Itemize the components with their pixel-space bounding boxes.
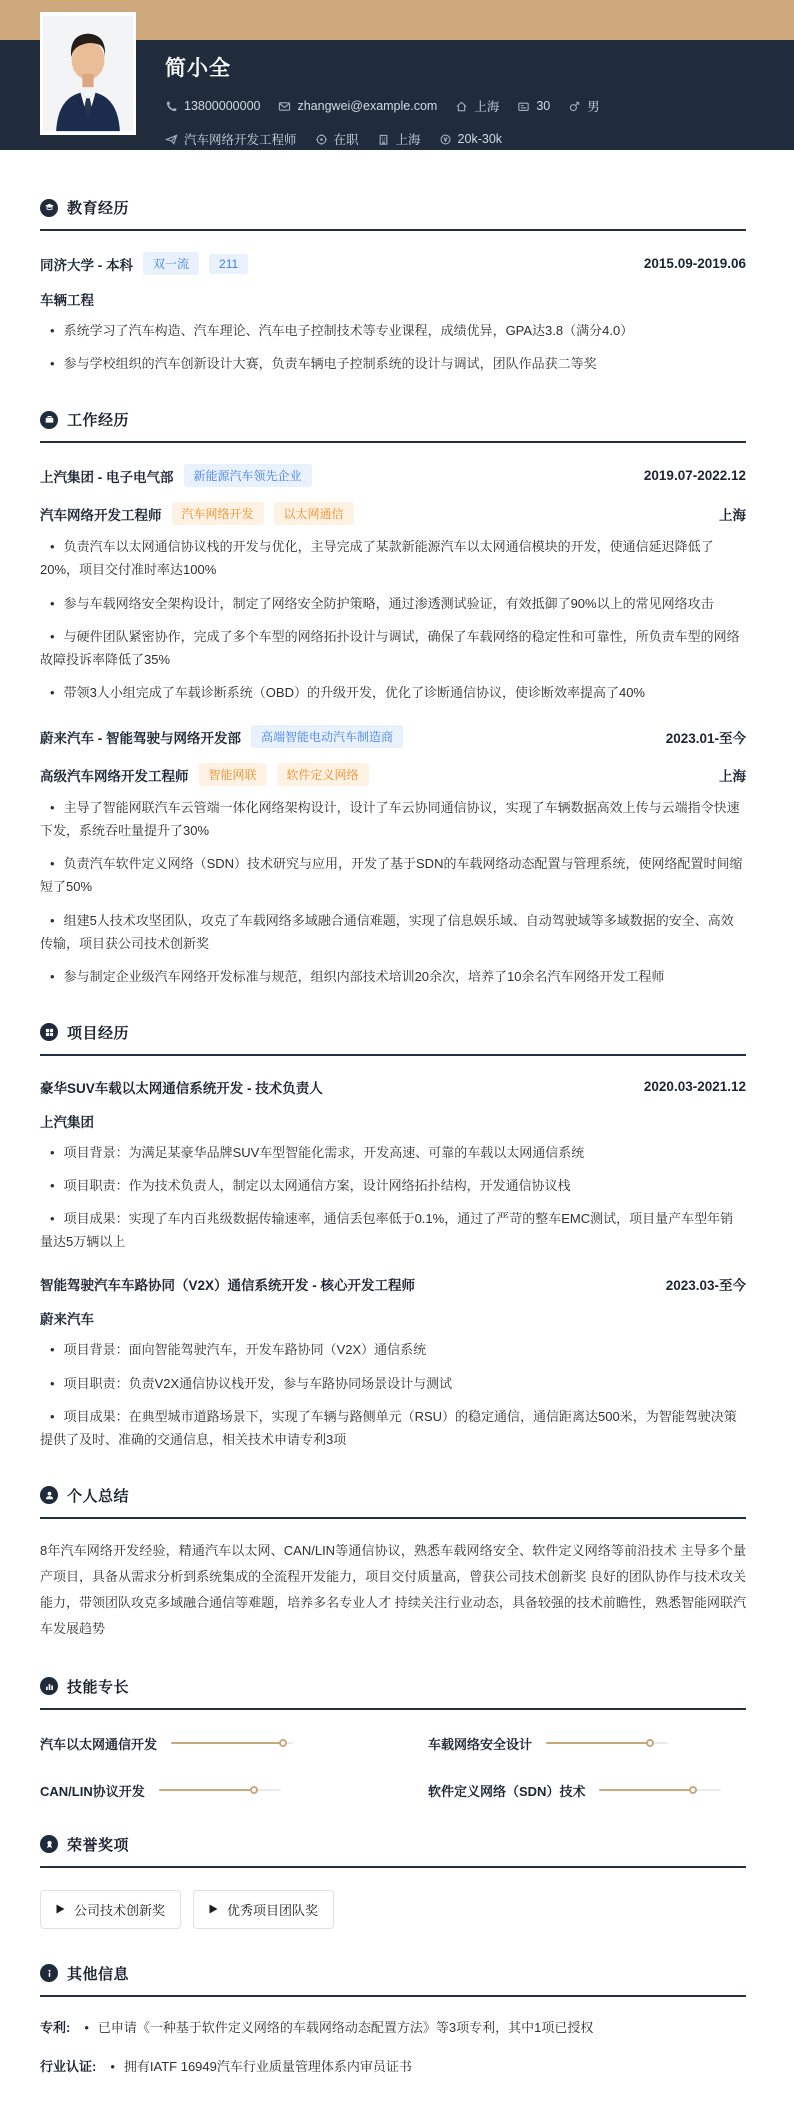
job-status-item (315, 130, 359, 148)
salary-icon (439, 133, 452, 146)
section-header-projects (40, 1022, 746, 1056)
company-tag: 新能源汽车领先企业 (184, 464, 312, 487)
project-bullet: • 项目职责：负责V2X通信协议栈开发，参与车路协同场景设计与测试 (40, 1372, 746, 1395)
grid-icon (40, 1023, 58, 1041)
home-city-item (455, 97, 499, 115)
skill-item (428, 1781, 746, 1800)
education-major: 车辆工程 (40, 293, 94, 308)
gender-value: 男 (587, 100, 600, 114)
contact-row-2 (165, 130, 764, 148)
bullet-dot: • (110, 2058, 115, 2074)
gender-icon (568, 100, 581, 113)
mail-icon (278, 100, 291, 113)
person-icon (40, 1486, 58, 1504)
section-header-honors (40, 1834, 746, 1868)
age-item (517, 99, 550, 113)
skill-label: 车载网络安全设计 (428, 1736, 533, 1752)
skills-grid (40, 1734, 746, 1800)
education-entry-header (40, 252, 746, 275)
skill-slider (159, 1789, 281, 1791)
job-title: 高级汽车网络开发工程师 (40, 768, 189, 784)
job-bullet: • 参与制定企业级汽车网络开发标准与规范，组织内部技术培训20余次，培养了10余名汽车网络开发工程师 (40, 965, 746, 988)
section-title-summary: 个人总结 (67, 1487, 130, 1505)
job-intention-value: 汽车网络开发工程师 (184, 133, 297, 147)
project-org: 蔚来汽车 (40, 1312, 94, 1328)
school-tag: 211 (209, 254, 248, 274)
job-skill-tag: 汽车网络开发 (172, 502, 264, 525)
home-city-value: 上海 (474, 100, 500, 114)
project-name: 智能驾驶汽车车路协同（V2X）通信系统开发 - 核心开发工程师 (40, 1278, 416, 1294)
project-entry-header (40, 1077, 746, 1097)
education-bullet: • 参与学校组织的汽车创新设计大赛，负责车辆电子控制系统的设计与调试，团队作品获二等奖 (40, 352, 746, 375)
section-header-other (40, 1963, 746, 1997)
phone-item (165, 99, 260, 113)
other-row-text: 已申请《一种基于软件定义网络的车载网络动态配置方法》等3项专利，其中1项已授权 (97, 2019, 594, 2035)
project-date: 2020.03-2021.12 (643, 1079, 746, 1095)
play-icon (56, 1904, 65, 1914)
chart-icon (40, 1677, 58, 1695)
job-date: 2019.07-2022.12 (643, 468, 746, 484)
summary-paragraph: 8年汽车网络开发经验，精通汽车以太网、CAN/LIN等通信协议，熟悉车载网络安全、软件定义网络等前沿技术 主导多个量产项目，具备从需求分析到系统集成的全流程开发能力，项目交付质量高，曾获公司技术创新奖 良好的团队协作与技术攻关能力，带领团队攻克多域融合通信等难题，培养多名专业人才 持续关注行业动态，具备较强的技术前瞻性，熟悉智能网联汽车发展趋势 (40, 1542, 746, 1636)
resume-masthead (0, 0, 794, 150)
job-title: 汽车网络开发工程师 (40, 507, 162, 523)
job-entry-subheader (40, 763, 746, 786)
section-title-work: 工作经历 (67, 412, 130, 430)
play-icon (209, 1904, 218, 1914)
skill-item (40, 1781, 358, 1800)
company-tag: 高端智能电动汽车制造商 (251, 725, 403, 748)
honor-badge[interactable] (40, 1890, 181, 1929)
project-entry-header (40, 1274, 746, 1294)
job-skill-tag: 智能网联 (199, 763, 267, 786)
job-skill-tag: 以太网通信 (274, 502, 354, 525)
project-bullet: • 项目职责：作为技术负责人，制定以太网通信方案，设计网络拓扑结构，开发通信协议栈 (40, 1174, 746, 1197)
section-header-skills (40, 1676, 746, 1710)
skill-slider-handle (250, 1786, 258, 1794)
person-name: 简小全 (165, 57, 231, 80)
section-header-work (40, 409, 746, 443)
other-row-text: 拥有IATF 16949汽车行业质量管理体系内审员证书 (123, 2058, 412, 2074)
project-bullet: • 项目背景：面向智能驾驶汽车，开发车路协同（V2X）通信系统 (40, 1338, 746, 1361)
salary-item (439, 132, 502, 146)
section-title-skills: 技能专长 (67, 1678, 130, 1696)
job-location: 上海 (719, 507, 746, 523)
project-name: 豪华SUV车载以太网通信系统开发 - 技术负责人 (40, 1080, 323, 1096)
job-icon (165, 133, 178, 146)
medal-icon (40, 1835, 58, 1853)
job-entry-subheader (40, 502, 746, 525)
section-title-education: 教育经历 (67, 200, 130, 217)
job-location: 上海 (719, 768, 746, 784)
age-value: 30 (536, 99, 551, 113)
other-row-label: 行业认证: (40, 2058, 97, 2074)
job-intention-item (165, 130, 297, 148)
skill-label: CAN/LIN协议开发 (40, 1783, 145, 1799)
gender-item (568, 97, 600, 115)
skill-slider (171, 1742, 293, 1744)
project-bullet: • 项目成果：在典型城市道路场景下，实现了车辆与路侧单元（RSU）的稳定通信，通信距离达500米，为智能驾驶决策提供了及时、准确的交通信息，相关技术申请专利3项 (40, 1405, 746, 1451)
graduation-cap-icon (40, 199, 58, 217)
job-bullet: • 参与车载网络安全架构设计，制定了网络安全防护策略，通过渗透测试验证，有效抵御了90%以上的常见网络攻击 (40, 592, 746, 615)
skill-slider-handle (646, 1739, 654, 1747)
email-item (278, 99, 437, 113)
project-bullet: • 项目背景：为满足某豪华品牌SUV车型智能化需求，开发高速、可靠的车载以太网通信系统 (40, 1141, 746, 1164)
education-date: 2015.09-2019.06 (643, 256, 746, 271)
job-date: 2023.01-至今 (665, 730, 746, 746)
section-title-other: 其他信息 (67, 1965, 130, 1983)
skill-label: 汽车以太网通信开发 (40, 1736, 158, 1752)
job-bullet: • 与硬件团队紧密协作，完成了多个车型的网络拓扑设计与调试，确保了车载网络的稳定性和可靠性，所负责车型的网络故障投诉率降低了35% (40, 625, 746, 671)
profile-photo (40, 12, 136, 135)
job-bullet: • 负责汽车软件定义网络（SDN）技术研究与应用，开发了基于SDN的车载网络动态配置与管理系统，使网络配置时间缩短了50% (40, 852, 746, 898)
bullet-dot: • (84, 2019, 89, 2035)
job-bullet: • 组建5人技术攻坚团队，攻克了车载网络多域融合通信难题，实现了信息娱乐域、自动驾驶域等多域数据的安全、高效传输，项目获公司技术创新奖 (40, 909, 746, 955)
job-skill-tag: 软件定义网络 (277, 763, 369, 786)
education-bullet: • 系统学习了汽车构造、汽车理论、汽车电子控制技术等专业课程，成绩优异，GPA达3.8（满分4.0） (40, 319, 746, 342)
job-status-value: 在职 (333, 133, 359, 147)
section-title-honors: 荣誉奖项 (67, 1836, 130, 1854)
job-entry-header (40, 725, 746, 748)
job-bullet: • 负责汽车以太网通信协议栈的开发与优化，主导完成了某款新能源汽车以太网通信模块的开发，使通信延迟降低了20%，项目交付准时率达100% (40, 535, 746, 581)
info-icon (40, 1964, 58, 1982)
job-entry-header (40, 464, 746, 487)
work-city-item (377, 130, 421, 148)
status-icon (315, 133, 328, 146)
skill-slider (599, 1789, 721, 1791)
skill-slider-handle (689, 1786, 697, 1794)
other-info-row (40, 2017, 746, 2036)
briefcase-icon (40, 411, 58, 429)
project-bullet: • 项目成果：实现了车内百兆级数据传输速率，通信丢包率低于0.1%，通过了严苛的整车EMC测试，项目量产车型年销量达5万辆以上 (40, 1207, 746, 1253)
other-info-row (40, 2056, 746, 2075)
work-city-value: 上海 (395, 133, 421, 147)
company-name: 蔚来汽车 - 智能驾驶与网络开发部 (40, 730, 241, 746)
skill-slider (546, 1742, 668, 1744)
salary-value: 20k-30k (457, 132, 503, 146)
skill-slider-handle (279, 1739, 287, 1747)
honor-list (40, 1890, 746, 1929)
contact-row-1 (165, 97, 764, 115)
company-name: 上汽集团 - 电子电气部 (40, 469, 174, 485)
age-icon (517, 100, 530, 113)
school-name: 同济大学 - 本科 (40, 257, 133, 273)
job-bullet: • 带领3人小组完成了车载诊断系统（OBD）的升级开发，优化了诊断通信协议，使诊断效率提高了40% (40, 681, 746, 704)
building-icon (377, 133, 390, 146)
section-header-summary (40, 1485, 746, 1519)
job-bullet: • 主导了智能网联汽车云管端一体化网络架构设计，设计了车云协同通信协议，实现了车辆数据高效上传与云端指令快速下发，系统吞吐量提升了30% (40, 796, 746, 842)
section-title-projects: 项目经历 (67, 1024, 130, 1042)
project-date: 2023.03-至今 (665, 1278, 746, 1294)
other-row-label: 专利: (40, 2019, 71, 2035)
skill-label: 软件定义网络（SDN）技术 (428, 1783, 586, 1799)
section-header-education (40, 197, 746, 231)
phone-icon (165, 100, 178, 113)
honor-label: 优秀项目团队奖 (227, 1902, 319, 1918)
profile-photo-illustration (43, 15, 133, 132)
school-tag: 双一流 (143, 252, 199, 275)
project-org: 上汽集团 (40, 1114, 94, 1130)
skill-item (40, 1734, 358, 1753)
honor-badge[interactable] (193, 1890, 334, 1929)
phone-value: 13800000000 (184, 99, 261, 113)
home-icon (455, 100, 468, 113)
email-value: zhangwei@example.com (297, 99, 438, 113)
honor-label: 公司技术创新奖 (74, 1902, 166, 1918)
skill-item (428, 1734, 746, 1753)
